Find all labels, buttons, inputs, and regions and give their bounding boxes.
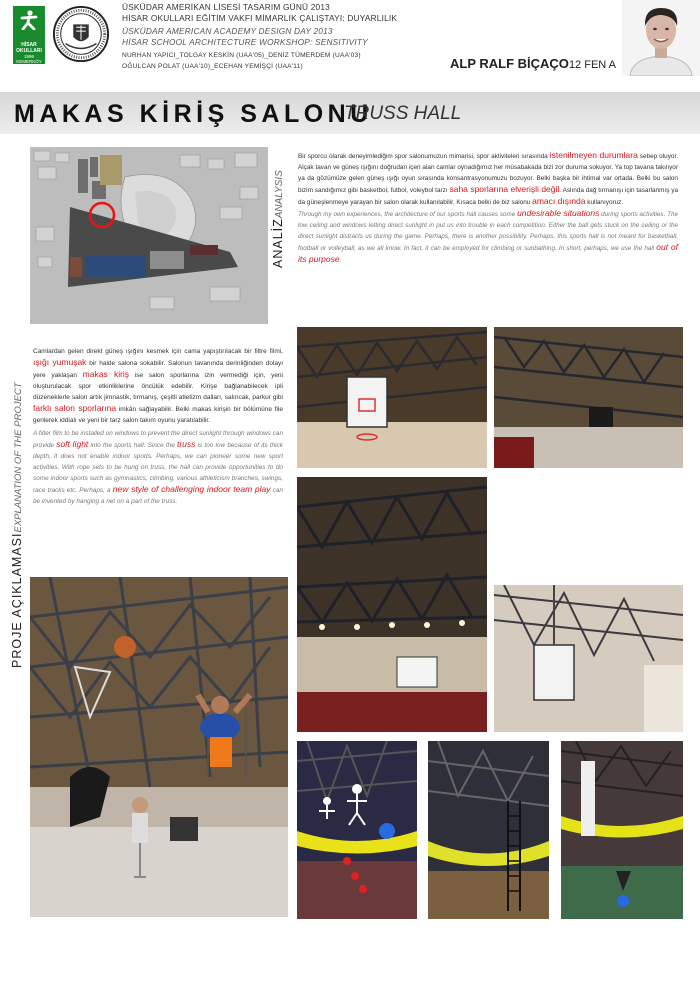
highlight-text: istenilmeyen durumlara <box>549 150 638 160</box>
logo-line: KEMERKÖY <box>16 59 42 64</box>
text-run: . Aslında dağ tırmanışı için tasarlanmış ya da güneşlenmeye yarayan bir salon olarak kullanılabilir. Kısaca belki de biz salonu <box>298 187 678 206</box>
photo-backboard <box>494 585 683 732</box>
text-run: during sports activities. The low ceiling and windows letting direct sunlight in put us into trouble in each competition. Either the ball gets stuck on the ceiling or the direct sunlight distracts us during the game. Perhaps, there is another possibility. Perhaps, this sports hall is not meant for basketball, football or volleyball, as we all know. In fact, it can be employed for climbing or sunbathing. In short, perhaps, we use the hall <box>298 211 678 252</box>
text-run: bir halde salona sokabilir. Salonun tavanında derinliğinden dolayı yere yaklaşan <box>33 360 283 379</box>
hisar-logo <box>13 6 45 64</box>
analysis-label-en: ANALYSIS <box>274 170 285 219</box>
project-label <box>6 380 30 670</box>
page-title: MAKAS KİRİŞ SALONU <box>14 100 373 128</box>
header-line: OĞULCAN POLAT (UAA'10)_ECEHAN YEMİŞÇİ (UAA'11) <box>122 63 303 70</box>
text-run: A filter film to be installed on windows to prevent the direct sunlight through windows can provide <box>33 430 283 449</box>
page-subtitle: TRUSS HALL <box>344 103 462 124</box>
header-line: HİSAR OKULLARI EĞİTİM VAKFI MİMARLIK ÇALIŞTAYI: DUYARLILIK <box>122 13 398 23</box>
photo-truss-basket-2 <box>494 327 683 468</box>
analysis-label <box>267 150 297 270</box>
highlight-text: truss <box>176 439 196 449</box>
runner-icon <box>19 10 39 30</box>
analysis-text <box>298 150 678 266</box>
header-line: ÜSKÜDAR AMERİKAN LİSESİ TASARIM GÜNÜ 2013 <box>122 2 330 12</box>
logo-line: HİSAR <box>21 42 37 48</box>
text-run: imkân sağlayabilir. Belki makas kirişin bir bölümüne file gerilerek iddialı ve yeni bir tarz salon takım oyunu yaratılabilir. <box>33 406 283 424</box>
analysis-text-tr <box>298 150 678 208</box>
text-run: can be invented by hanging a net on a part of the truss. <box>33 487 283 505</box>
text-run: into the sports hall. Since the <box>88 442 177 449</box>
photo-concept-3 <box>561 741 683 919</box>
header-line: HİSAR SCHOOL ARCHITECTURE WORKSHOP: SENSITIVITY <box>122 37 368 47</box>
project-label-tr: PROJE AÇIKLAMASI <box>10 532 24 668</box>
student-grade: 12 FEN A <box>568 59 617 71</box>
text-run: kullanıyoruz. <box>585 199 624 206</box>
highlight-text: makas kiriş <box>82 369 130 379</box>
text-run: sebep oluyor. Alçak tavan ve güneş ışığını doğrudan içeri alan camlar oynadığımız her müsabakada bizi zor duruma sokuyor. Ya top tavana takılıyor ya da gözümüze gelen güneş ışığı oyun sırasında konsantrasyonumuzu bozuyor. Belki başka bir ihtimal var ortada. Belki bu salon bizim sandığımız gibi basketbol, futbol, voleybol tarzı <box>298 153 678 194</box>
student-portrait <box>622 0 700 76</box>
header-line: NURHAN YAPICI_TOLGAY KESKİN (UAA'05)_DENİZ TÜMERDEM (UAA'03) <box>122 52 361 59</box>
text-run: Bir sporcu olarak deneyimlediğim spor salonumuzun mimarisi, spor aktiviteleri sırasında <box>298 153 550 160</box>
text-run: is too low because of its thick depth, it does not enable indoor sports. Perhaps, we can pioneer some new sport activities. With rope sets to be hung on truss, the hall can provide opportunities to do some indoor sports such as gymnastics, climbing, various athleticism branches, swings, race tracks etc. Perhaps, a <box>33 442 283 494</box>
project-text-en <box>33 428 283 507</box>
highlight-text: undesirable situations <box>517 208 600 218</box>
analysis-label-tr: ANALİZ <box>271 218 285 268</box>
highlight-text: soft light <box>56 439 89 449</box>
photo-concept-1 <box>297 741 417 919</box>
project-text <box>33 346 283 507</box>
text-run: . <box>339 257 342 264</box>
student-name-text: ALP RALF BİÇAÇO <box>450 56 569 71</box>
header-line: ÜSKÜDAR AMERICAN ACADEMY DESIGN DAY 2013 <box>122 26 333 36</box>
photo-truss-basket-1 <box>297 327 487 468</box>
highlight-text: amacı dışında <box>532 196 586 206</box>
student-name <box>450 56 616 71</box>
highlight-text: new style of challenging indoor team play <box>112 484 271 494</box>
highlight-text: ışığı yumuşak <box>33 357 87 367</box>
text-run: Camlardan gelen direkt güneş ışığını kesmek için cama yapıştırılacak bir filtre filmi, <box>33 348 283 355</box>
analysis-text-en <box>298 208 678 266</box>
school-seal-icon <box>52 5 110 63</box>
photo-athletes-collage <box>30 577 288 917</box>
highlight-text: out of its purpose <box>298 242 678 264</box>
highlight-text: saha sporlarına elverişli değil <box>449 184 560 194</box>
site-map-image <box>30 147 268 324</box>
project-text-tr <box>33 346 283 426</box>
project-label-en: EXPLANATION OF THE PROJECT <box>13 382 24 533</box>
photo-truss-lights <box>297 477 487 732</box>
logo-line: OKULLARI <box>16 48 42 54</box>
photo-concept-2 <box>428 741 549 919</box>
highlight-text: farklı salon sporlarına <box>33 403 117 413</box>
logo-line: 1996 <box>23 54 34 59</box>
text-run: ise salon sporlarına izin vermediği için, yeni oluşturulacak spor etkinliklerine öncülük edebilir. Kirişe bağlanabilecek ipli düzeneklerle salon artık jimnastik, tırmanış, çeşitli atletizm dalları, salıncak, parkur gibi <box>33 372 283 401</box>
text-run: Through my own experiences, the architecture of our sports hall causes some <box>298 211 518 218</box>
